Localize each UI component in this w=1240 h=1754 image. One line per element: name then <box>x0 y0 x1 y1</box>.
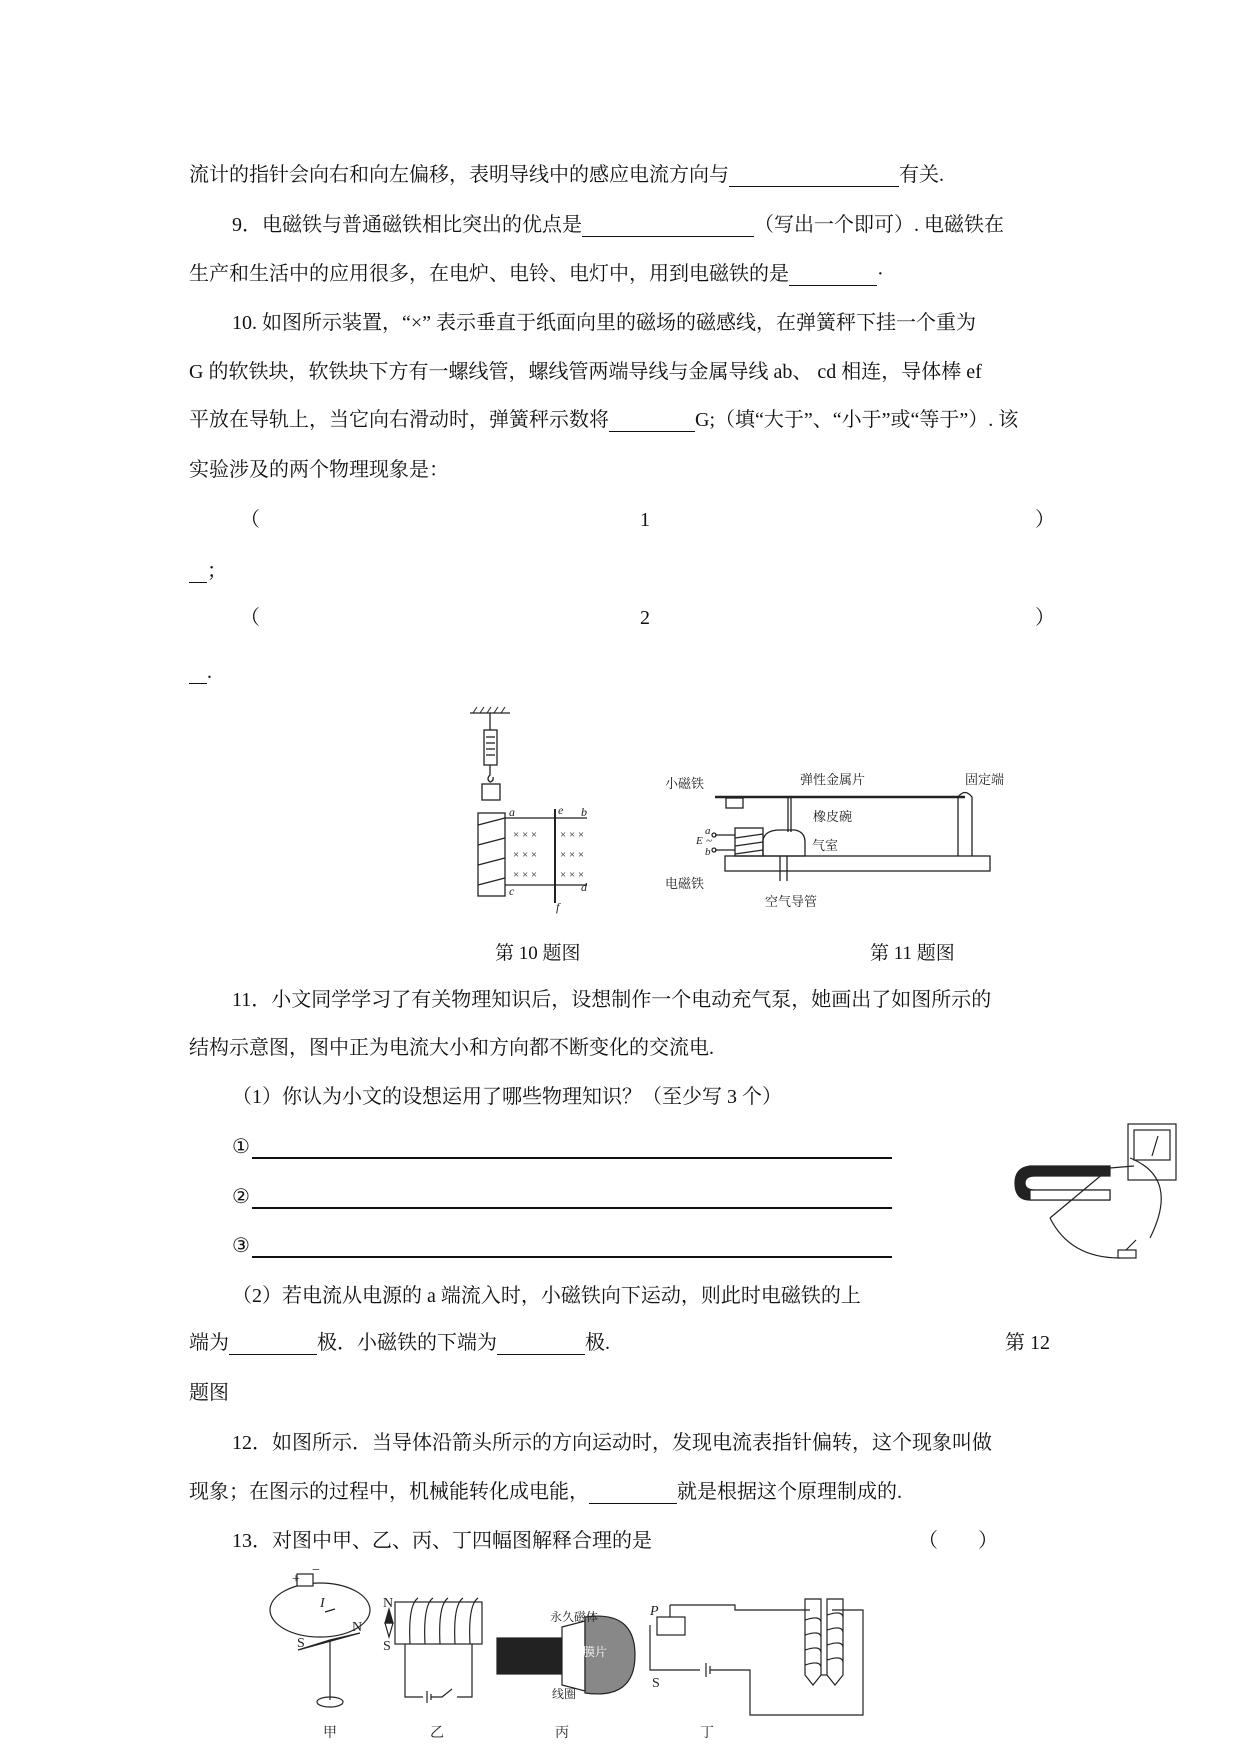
svg-text:× × ×: × × × <box>560 849 585 861</box>
q10-item2-answer[interactable] <box>189 660 212 684</box>
q10-line4: 实验涉及的两个物理现象是： <box>189 459 449 481</box>
q12-answer-blank[interactable] <box>589 1483 677 1504</box>
figure-12-caption-b: 题图 <box>189 1382 229 1404</box>
q11-answer-3-marker: ③ <box>232 1235 250 1257</box>
q10-item2-end: . <box>207 661 212 683</box>
q10-item1-close: ） <box>1035 509 1055 531</box>
svg-text:× × ×: × × × <box>513 849 538 861</box>
q9-line1 <box>232 213 1004 237</box>
q11-answer-2-marker: ② <box>232 1186 250 1208</box>
fig11-label-fixed-end: 固定端 <box>965 772 1005 787</box>
q10-answer-blank[interactable] <box>609 411 695 432</box>
q9-text-3: 生产和生活中的应用很多，在电炉、电铃、电灯中，用到电磁铁的是 <box>189 263 789 285</box>
q10-line3 <box>189 408 1018 432</box>
fig11-label-a: a <box>705 825 711 837</box>
figure-12-caption-a: 第 12 <box>1005 1332 1050 1354</box>
q9-line2 <box>189 262 884 286</box>
fig10-label-a: a <box>509 805 515 819</box>
q11-part2-line2 <box>189 1331 610 1355</box>
q9-text-2: （写出一个即可）. 电磁铁在 <box>754 214 1004 236</box>
fig11-label-b: b <box>705 846 711 858</box>
q8-answer-blank[interactable] <box>729 166 899 187</box>
fig13-label-plus: + <box>292 1572 300 1587</box>
q10-line1: 10. 如图所示装置，“×” 表示垂直于纸面向里的磁场的磁感线，在弹簧秤下挂一个重为 <box>232 312 977 334</box>
q12-line1: 12．如图所示．当导体沿箭头所示的方向运动时，发现电流表指针偏转，这个现象叫做 <box>232 1432 992 1454</box>
fig10-label-b: b <box>581 805 587 819</box>
q11-text: 端为 <box>189 1332 229 1354</box>
q11-answer-1[interactable] <box>232 1135 892 1159</box>
fig13-label-yi-N: N <box>383 1596 394 1611</box>
q10-item1-end: ； <box>207 560 227 582</box>
figure-12-diagram <box>1010 1118 1185 1283</box>
figure-13-diagram <box>260 1565 1040 1754</box>
q11-part2: （2）若电流从电源的 a 端流入时，小磁铁向下运动，则此时电磁铁的上 <box>232 1285 861 1307</box>
q12-text: 现象；在图示的过程中，机械能转化成电能， <box>189 1481 589 1503</box>
fig10-label-e: e <box>558 803 564 817</box>
q11-answer-3[interactable] <box>232 1234 892 1258</box>
q11-answer-2[interactable] <box>232 1185 892 1209</box>
fig10-label-d: d <box>581 880 587 894</box>
fig10-label-c: c <box>509 884 515 898</box>
q10-text-2: G;（填“大于”、“小于”或“等于”）. 该 <box>695 409 1019 431</box>
q10-item2-num: 2 <box>640 607 650 629</box>
q8-text: 流计的指针会向右和向左偏移，表明导线中的感应电流方向与 <box>189 164 729 186</box>
fig11-label-air-chamber: 气室 <box>812 838 839 853</box>
panel-bing-drawing <box>497 1616 635 1694</box>
q11-line1: 11．小文同学学习了有关物理知识后，设想制作一个电动充气泵，她画出了如图所示的 <box>232 989 992 1011</box>
q10-item2-open: （ <box>240 607 260 629</box>
fig13-label-jia-N: N <box>352 1620 363 1635</box>
svg-text:× × ×: × × × <box>513 829 538 841</box>
fig13-label-yi-S: S <box>383 1639 391 1654</box>
panel-label-jia: 甲 <box>323 1726 337 1741</box>
fig11-label-electromagnet: 电磁铁 <box>665 876 705 891</box>
fig13-label-jia-S: S <box>297 1636 305 1651</box>
fig11-label-air-pipe: 空气导管 <box>765 894 818 909</box>
panel-label-bing: 丙 <box>555 1726 569 1741</box>
panel-label-ding: 丁 <box>700 1726 714 1741</box>
fig13-label-permanent-magnet: 永久磁体 <box>550 1610 599 1624</box>
q10-item1-answer[interactable] <box>189 559 227 583</box>
panel-jia-drawing <box>270 1574 370 1707</box>
fig11-label-E: E <box>696 835 703 847</box>
fig11-label-elastic-metal: 弹性金属片 <box>800 772 866 787</box>
svg-text:× × ×: × × × <box>560 829 585 841</box>
panel-yi-drawing <box>385 1598 482 1703</box>
figure-11-diagram <box>665 760 1025 910</box>
q11-text-2: 极．小磁铁的下端为 <box>317 1332 497 1354</box>
q11-blank-magnet-pole[interactable] <box>497 1334 585 1355</box>
fig13-label-minus: − <box>312 1565 320 1578</box>
q13-answer-bracket[interactable]: （ ） <box>918 1530 998 1552</box>
q11-text-3: 极. <box>585 1332 610 1354</box>
q11-answer-1-marker: ① <box>232 1136 250 1158</box>
fig11-label-small-magnet: 小磁铁 <box>665 776 705 791</box>
q13-text: 13．对图中甲、乙、丙、丁四幅图解释合理的是 <box>232 1530 652 1552</box>
q10-item1-open: （ <box>240 509 260 531</box>
fig11-label-tilde: ~ <box>706 835 712 847</box>
figure-11-caption: 第 11 题图 <box>870 943 955 964</box>
panel-label-yi: 乙 <box>430 1726 444 1741</box>
fig13-label-P: P <box>650 1604 659 1619</box>
q10-item1-num: 1 <box>640 509 650 531</box>
q9-answer-blank-2[interactable] <box>789 265 877 286</box>
q10-item2-close: ） <box>1035 607 1055 629</box>
q9-text: 9．电磁铁与普通磁铁相比突出的优点是 <box>232 214 582 236</box>
q11-part1: （1）你认为小文的设想运用了哪些物理知识？（至少写 3 个） <box>232 1086 782 1108</box>
q10-line2: G 的软铁块，软铁块下方有一螺线管，螺线管两端导线与金属导线 ab、 cd 相连，导体棒 ef <box>189 361 982 383</box>
svg-text:× × ×: × × × <box>513 869 538 881</box>
q12-line2 <box>189 1480 902 1504</box>
fig13-label-current: I <box>320 1596 325 1611</box>
q11-line2: 结构示意图，图中正为电流大小和方向都不断变化的交流电. <box>189 1037 714 1059</box>
q9-text-4: · <box>877 263 884 285</box>
figure-10-diagram <box>455 705 635 920</box>
panel-ding-drawing <box>650 1599 863 1715</box>
q11-blank-electromagnet-pole[interactable] <box>229 1334 317 1355</box>
q12-text-2: 就是根据这个原理制成的. <box>677 1481 902 1503</box>
q10-text: 平放在导轨上，当它向右滑动时，弹簧秤示数将 <box>189 409 609 431</box>
svg-text:× × ×: × × × <box>560 869 585 881</box>
fig13-label-coil: 线圈 <box>552 1687 577 1701</box>
q8-line <box>189 163 944 187</box>
fig11-label-rubber-bowl: 橡皮碗 <box>813 809 853 824</box>
figure-10-caption: 第 10 题图 <box>495 943 581 964</box>
fig13-label-ding-S: S <box>652 1676 660 1691</box>
q8-text-end: 有关. <box>899 164 944 186</box>
q9-answer-blank-1[interactable] <box>582 216 754 237</box>
fig13-label-diaphragm: 膜片 <box>583 1645 608 1659</box>
fig10-label-f: f <box>556 900 560 914</box>
